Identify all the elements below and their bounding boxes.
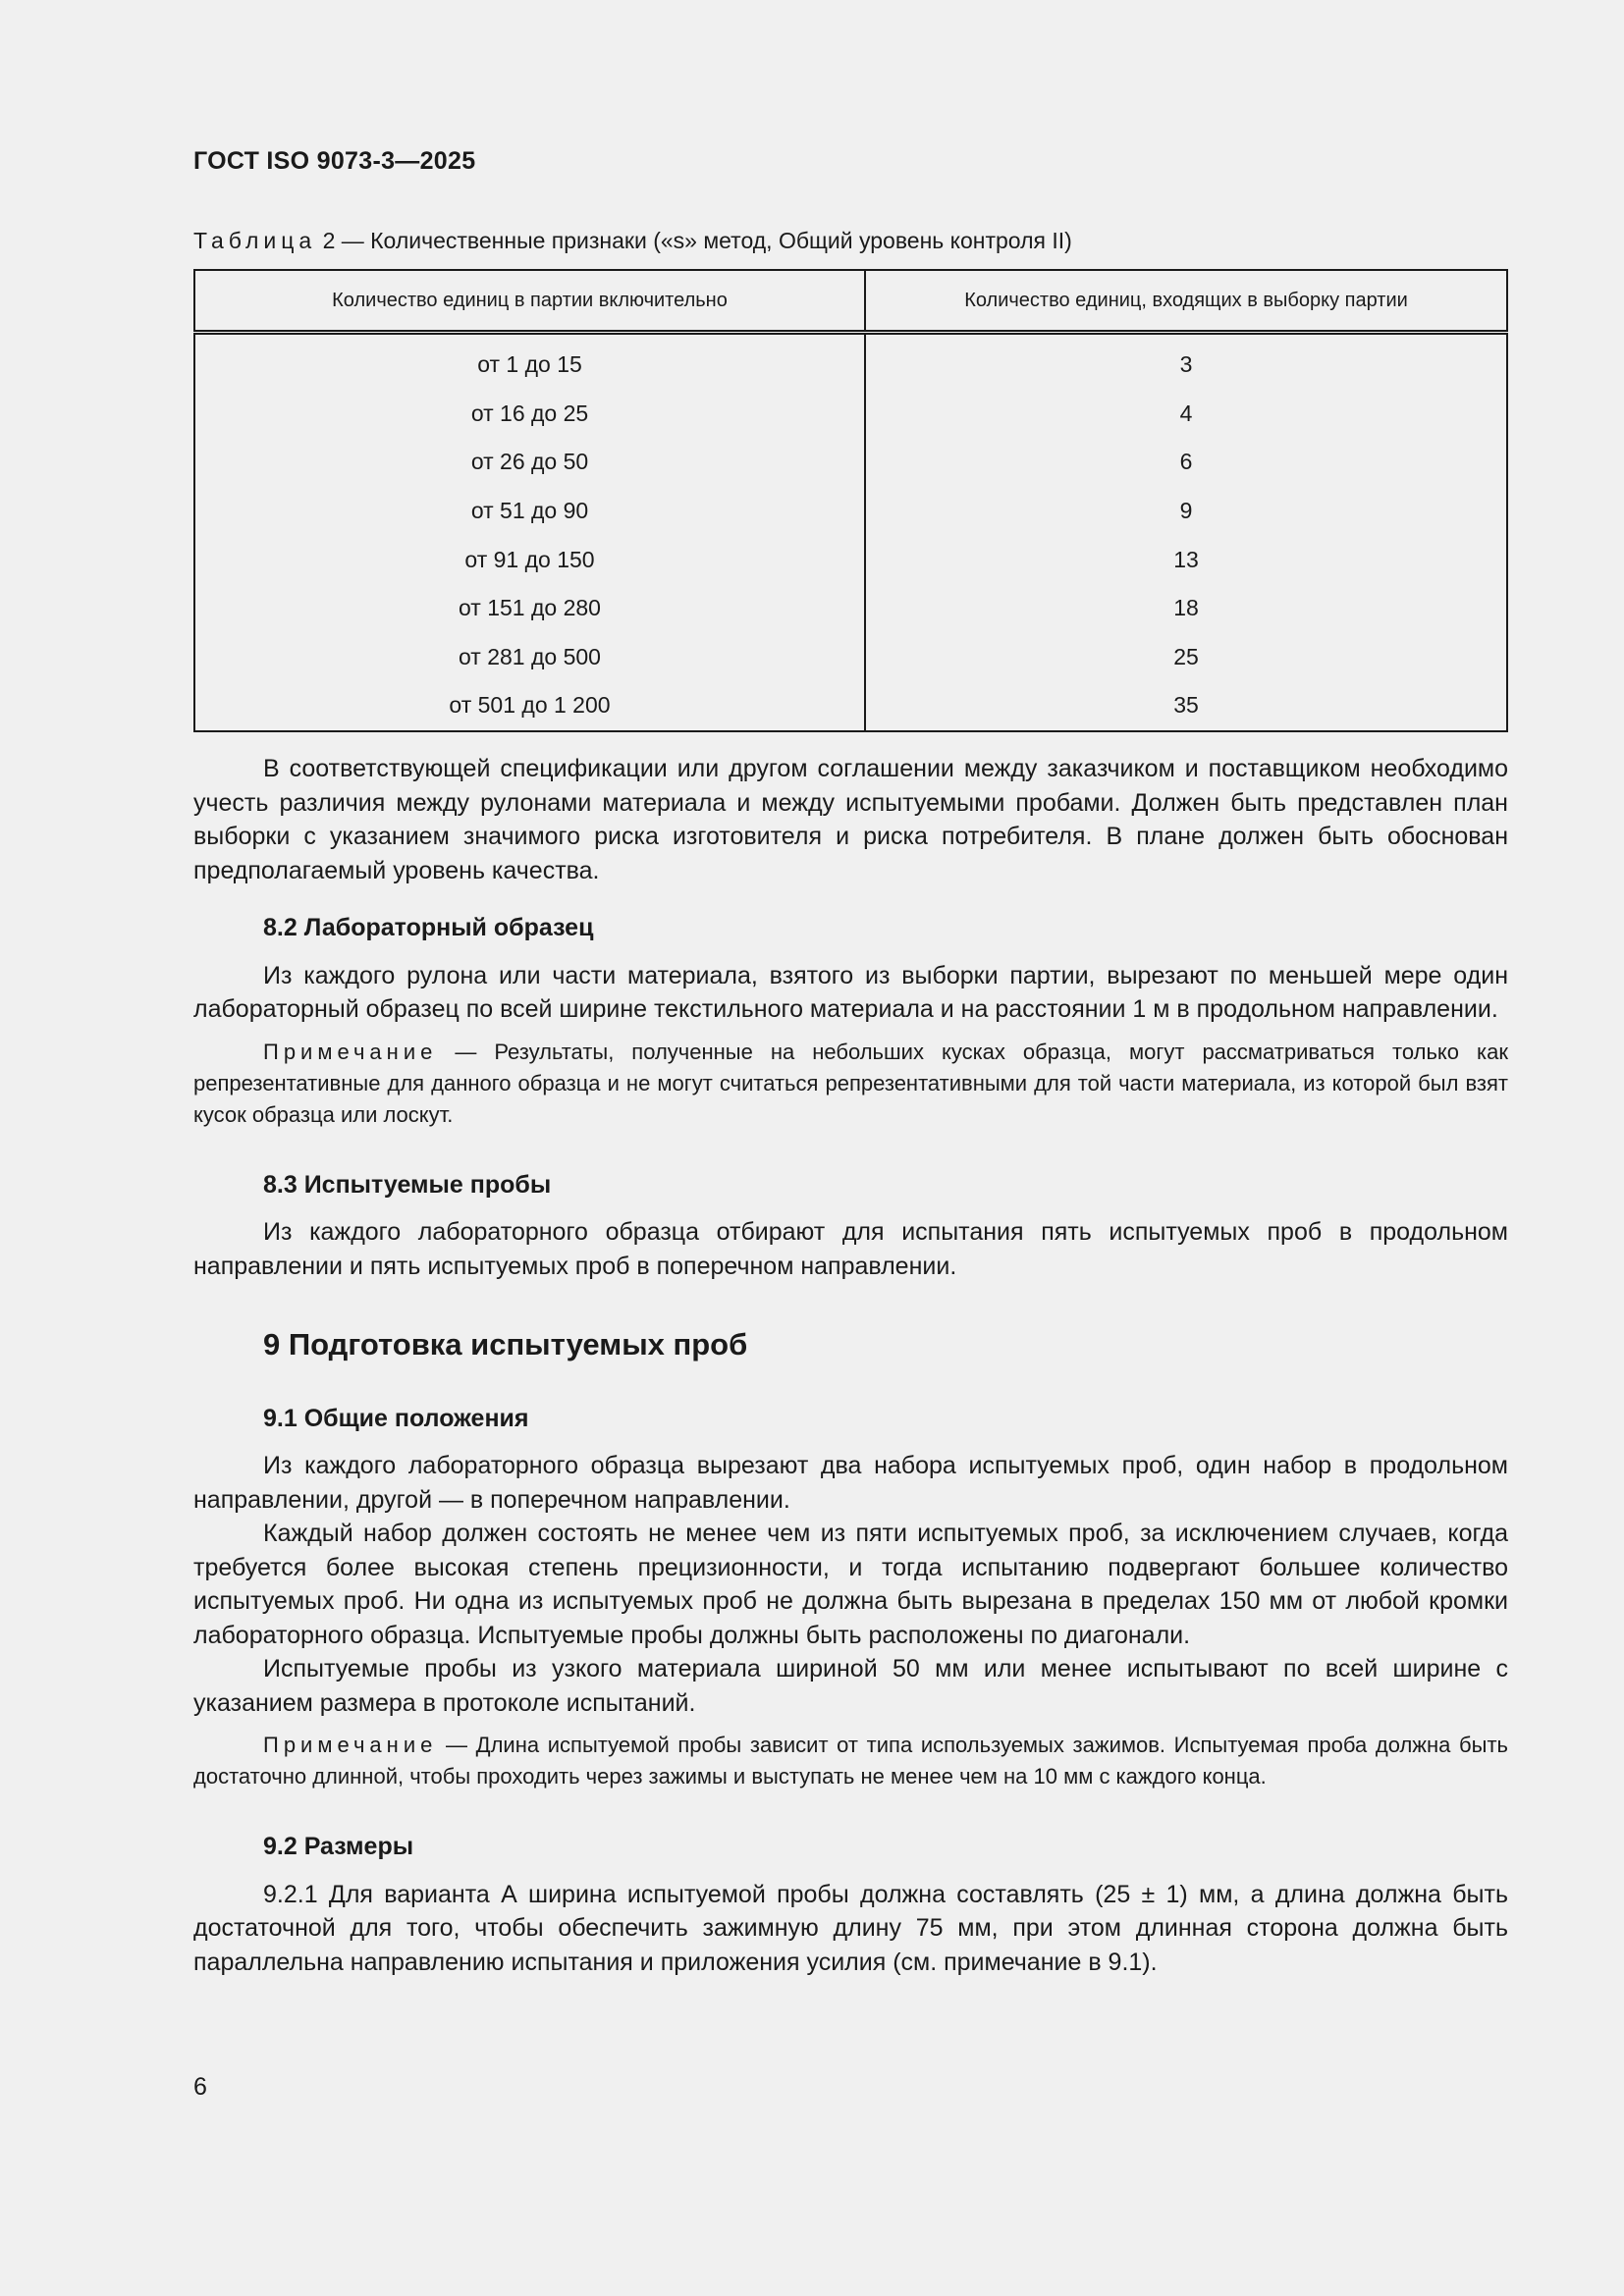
column-header-lot-size: Количество единиц в партии включительно [194,270,865,333]
lot-size-cell: от 51 до 90 [194,487,865,536]
subsection-heading-9-2: 9.2 Размеры [263,1833,414,1860]
lot-size-cell: от 16 до 25 [194,390,865,439]
lot-size-cell: от 281 до 500 [194,633,865,682]
paragraph-narrow-material: Испытуемые пробы из узкого материала шириной 50 мм или менее испытывают по всей ширине с указанием размера в протоколе испытаний. [193,1655,1508,1717]
note-text: — Результаты, полученные на небольших кусках образца, могут рассматриваться только как репрезентативные для данного образца и не могут считаться репрезентативными для той части материала, из которой был взят кусок образца или лоскут. [193,1039,1508,1127]
table-row [194,584,1507,633]
section-heading-9: 9 Подготовка испытуемых проб [263,1327,748,1362]
sample-size-cell: 18 [1173,595,1199,621]
table-row [194,487,1507,536]
page-number: 6 [193,2073,207,2101]
sample-size-cell: 6 [1179,449,1193,475]
lot-size-cell: от 1 до 15 [194,333,865,390]
paragraph-dimensions-variant-a: 9.2.1 Для варианта А ширина испытуемой пробы должна составлять (25 ± 1) мм, а длина должна быть достаточной для того, чтобы обеспечить зажимную длину 75 мм, при этом длинная сторона должна быть параллельна направлению испытания и приложения усилия (см. примечание в 9.1). [193,1880,1508,1976]
note-label: Примечание [263,1039,438,1064]
document-header: ГОСТ ISO 9073-3—2025 [193,147,476,175]
note-lab-sample [193,1037,1508,1131]
lot-size-cell: от 91 до 150 [194,535,865,584]
note-text: — Длина испытуемой пробы зависит от типа используемых зажимов. Испытуемая проба должна быть достаточно длинной, чтобы проходить через зажимы и выступать не менее чем на 10 мм с каждого конца. [193,1733,1508,1789]
table-caption [193,228,1072,254]
subsection-heading-8-2: 8.2 Лабораторный образец [263,914,594,941]
table-row [194,535,1507,584]
table-row [194,438,1507,487]
paragraph-sampling-plan: В соответствующей спецификации или другом соглашении между заказчиком и поставщиком необходимо учесть различия между рулонами материала и между испытуемыми пробами. Должен быть представлен план выборки с указанием значимого риска изготовителя и риска потребителя. В плане должен быть обоснован предполагаемый уровень качества. [193,755,1508,884]
table-caption-word: Таблица [193,228,317,253]
document-body [193,752,1508,1979]
subsection-heading-9-1: 9.1 Общие положения [263,1404,529,1432]
lot-size-cell: от 151 до 280 [194,584,865,633]
lot-size-cell: от 501 до 1 200 [194,681,865,731]
paragraph-specimen-count: Каждый набор должен состоять не менее чем из пяти испытуемых проб, за исключением случаев, когда требуется более высокая степень прецизионности, и тогда испытанию подвергают большее количество испытуемых проб. Ни одна из испытуемых проб не должна быть вырезана в пределах 150 мм от любой кромки лабораторного образца. Испытуемые пробы должны быть расположены по диагонали. [193,1520,1508,1649]
table-row [194,681,1507,731]
note-label: Примечание [263,1733,438,1757]
note-specimen-length [193,1730,1508,1792]
table-row [194,633,1507,682]
table-header-row [194,270,1507,333]
table-caption-text: 2 — Количественные признаки («s» метод, Общий уровень контроля II) [322,228,1072,253]
sample-size-cell: 35 [1173,692,1199,719]
paragraph-specimen-sets: Из каждого лабораторного образца вырезают два набора испытуемых проб, один набор в продольном направлении, другой — в поперечном направлении. [193,1452,1508,1514]
table-row [194,390,1507,439]
column-header-sample-size: Количество единиц, входящих в выборку партии [865,270,1507,333]
sample-size-cell: 13 [1173,546,1199,572]
table-row [194,333,1507,390]
sample-size-table [193,269,1508,732]
subsection-heading-8-3: 8.3 Испытуемые пробы [263,1170,552,1199]
sample-size-cell: 9 [1179,498,1193,524]
sample-size-cell: 4 [1179,400,1193,426]
sample-size-cell: 25 [1173,643,1199,669]
lot-size-cell: от 26 до 50 [194,438,865,487]
paragraph-test-specimens: Из каждого лабораторного образца отбирают для испытания пять испытуемых проб в продольном направлении и пять испытуемых проб в поперечном направлении. [193,1218,1508,1280]
sample-size-cell: 3 [1179,351,1193,378]
paragraph-lab-sample: Из каждого рулона или части материала, взятого из выборки партии, вырезают по меньшей мере один лабораторный образец по всей ширине текстильного материала и на расстоянии 1 м в продольном направлении. [193,961,1508,1023]
